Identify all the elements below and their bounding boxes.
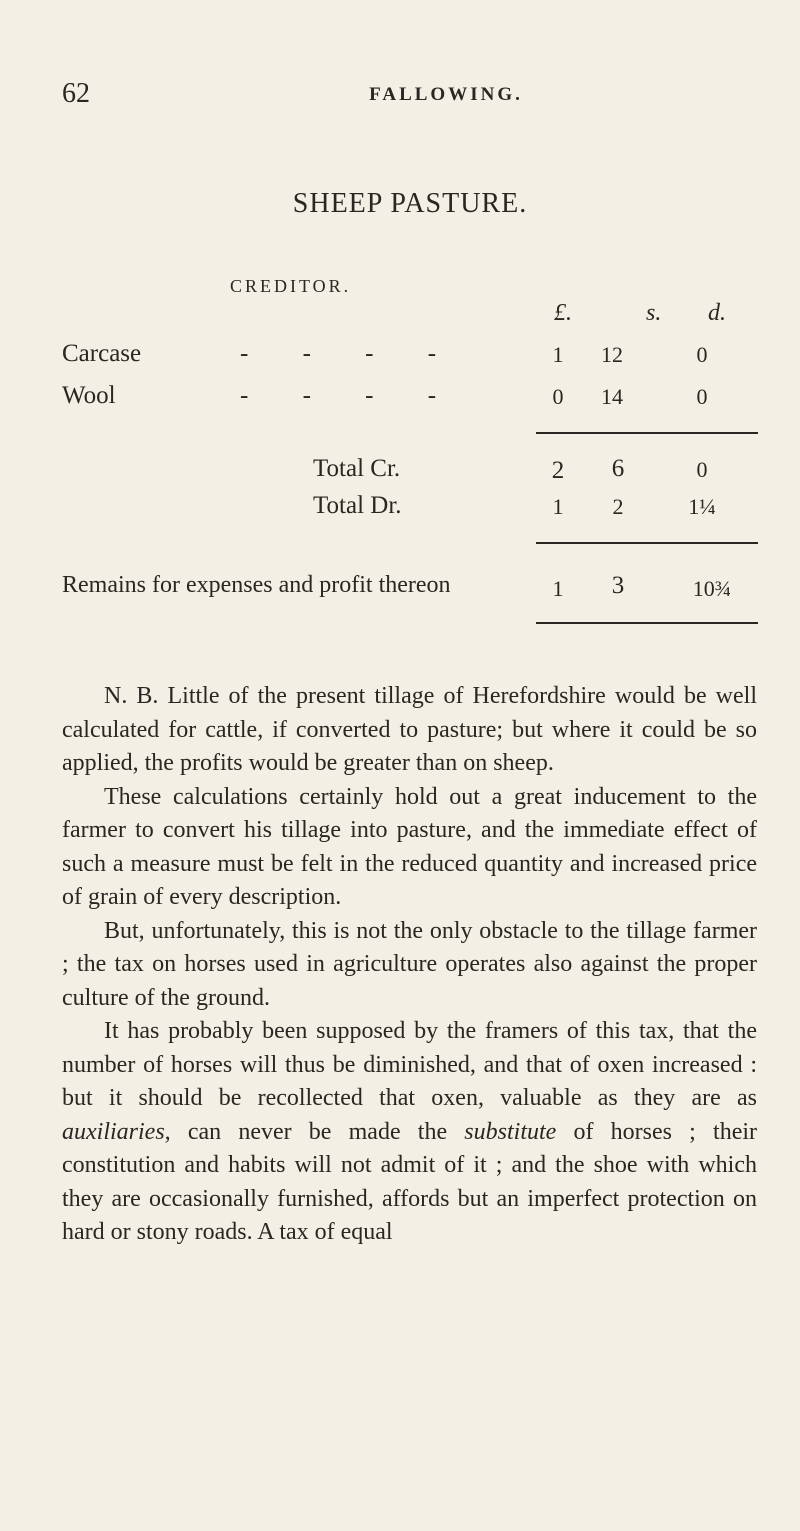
running-title: FALLOWING. <box>369 84 523 105</box>
page-header <box>62 78 740 112</box>
subtotal-rule <box>536 432 758 434</box>
remains-shillings: 3 <box>611 572 625 599</box>
wool-pounds: 0 <box>552 384 564 409</box>
unit-shillings: s. <box>646 300 662 326</box>
section-title: SHEEP PASTURE. <box>292 188 528 219</box>
text-run: It has probably been supposed by the framers of this tax, that the number of horses will thus be diminished, and that of oxen increased : but it should be recollected that oxen, valuable as they are as <box>62 1018 757 1111</box>
text-run: of horses ; their constitution and habits will not admit of it ; and the shoe with which they are occasionally furnished, affords but an imperfect protection on hard or stony roads. A tax of equal <box>62 1118 758 1245</box>
remains-pence: 10¾ <box>692 576 732 601</box>
unit-pounds: £. <box>554 300 572 326</box>
paragraph-obstacle: But, unfortunately, this is not the only obstacle to the tillage farmer ; the tax on horses used in agriculture operates also against the proper culture of the ground. <box>62 917 757 1011</box>
italic-substitute: substitute <box>464 1118 557 1145</box>
wool-pence: 0 <box>696 384 708 409</box>
final-rule <box>536 622 758 624</box>
creditor-heading: CREDITOR. <box>230 276 352 296</box>
wool-shillings: 14 <box>601 384 623 409</box>
currency-units <box>536 300 756 330</box>
row-label-wool: Wool <box>62 382 116 409</box>
carcase-pence: 0 <box>696 342 708 367</box>
total-credit-pence: 0 <box>696 457 708 482</box>
remains-pounds: 1 <box>552 576 564 601</box>
total-credit-pounds: 2 <box>551 457 565 484</box>
carcase-shillings: 12 <box>601 342 623 367</box>
total-credit-label: Total Cr. <box>313 455 401 482</box>
paragraph-note: N. B. Little of the present tillage of Herefordshire would be well calculated for cattle, if converted to pasture; but where it could be so applied, the profits would be greater than on sheep. <box>62 683 757 776</box>
row-label-carcase: Carcase <box>62 340 142 367</box>
body-text <box>62 680 757 1250</box>
unit-pence: d. <box>708 300 726 326</box>
paragraph-horse-tax <box>62 1015 757 1250</box>
total-credit-shillings: 6 <box>611 455 625 482</box>
total-rule <box>536 542 758 544</box>
total-debit-shillings: 2 <box>612 494 624 519</box>
italic-auxiliaries: auxiliaries, <box>62 1118 171 1145</box>
text-run: can never be made the <box>170 1118 465 1145</box>
total-debit-pounds: 1 <box>552 494 564 519</box>
remains-label: Remains for expenses and profit thereon <box>62 572 451 598</box>
row-leader-dashes: - - - - <box>240 340 437 367</box>
paragraph-calculations: These calculations certainly hold out a great inducement to the farmer to convert his tillage into pasture, and the immediate effect of such a measure must be felt in the reduced quantity and increased price of grain of every description. <box>62 783 757 910</box>
carcase-pounds: 1 <box>552 342 564 367</box>
total-debit-label: Total Dr. <box>313 492 402 519</box>
row-leader-dashes: - - - - <box>240 382 437 409</box>
page-number: 62 <box>62 78 90 109</box>
total-debit-pence: 1¼ <box>688 494 716 519</box>
